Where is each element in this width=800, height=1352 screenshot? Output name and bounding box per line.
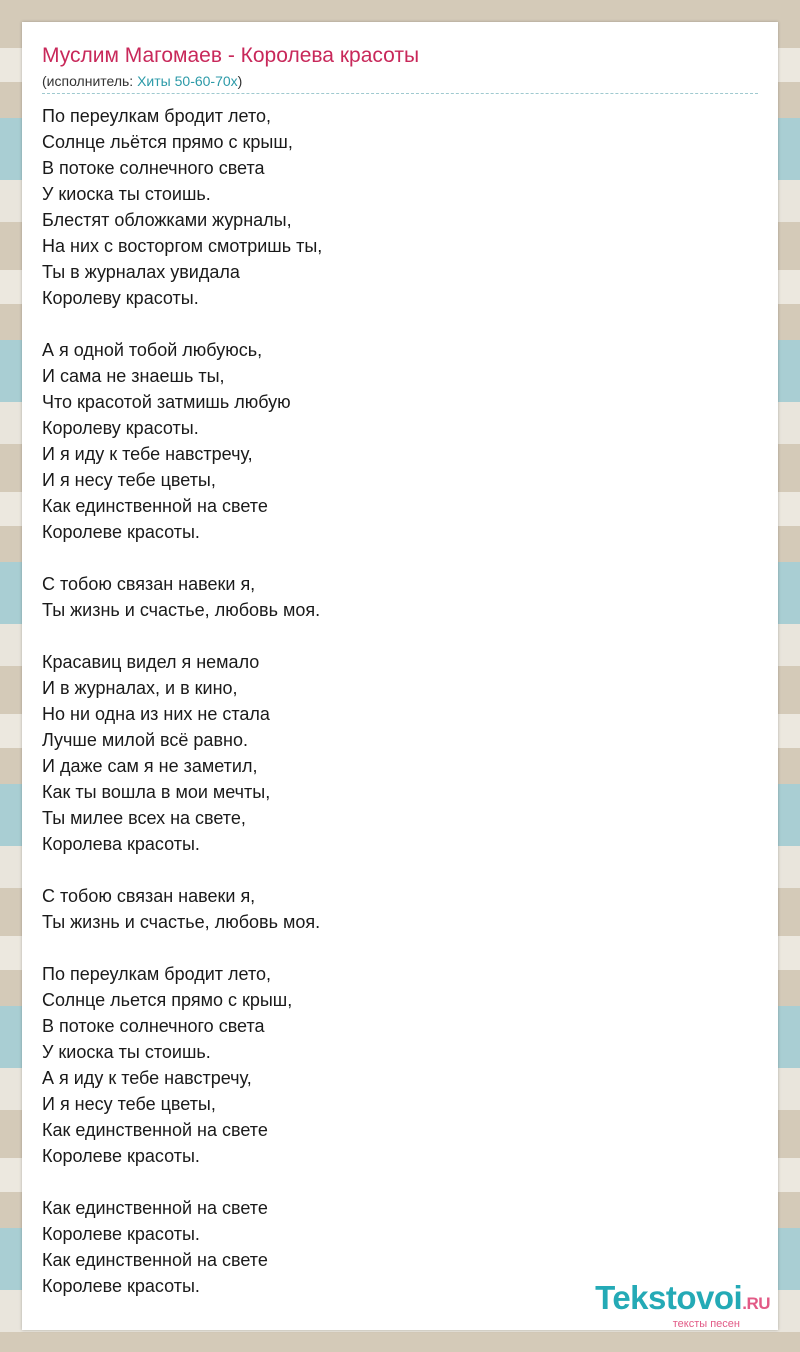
- stanza: [42, 337, 742, 545]
- stanza-gap: [42, 311, 742, 337]
- stanza-gap: [42, 857, 742, 883]
- stanza: [42, 103, 742, 311]
- lyric-line: Королева красоты.: [42, 834, 200, 854]
- performer-prefix: (исполнитель:: [42, 73, 138, 89]
- song-title: Муслим Магомаев - Королева красоты: [42, 44, 420, 67]
- stanza-gap: [42, 1169, 742, 1195]
- lyric-line: Королеве красоты.: [42, 1276, 200, 1296]
- lyric-line: И сама не знаешь ты,: [42, 366, 225, 386]
- lyric-line: Королеву красоты.: [42, 418, 199, 438]
- stanza: [42, 961, 742, 1169]
- lyric-line: А я одной тобой любуюсь,: [42, 340, 263, 360]
- lyric-line: Солнце льется прямо с крыш,: [42, 990, 293, 1010]
- lyrics-card: [22, 22, 778, 1330]
- logo-tagline: тексты песен: [672, 1318, 740, 1330]
- lyric-line: Ты в журналах увидала: [42, 262, 240, 282]
- stanza-gap: [42, 935, 742, 961]
- logo-domain: .RU: [742, 1294, 770, 1313]
- lyric-line: В потоке солнечного света: [42, 1016, 265, 1036]
- lyric-line: Как единственной на свете: [42, 1120, 268, 1140]
- lyric-line: У киоска ты стоишь.: [42, 1042, 211, 1062]
- lyric-line: Но ни одна из них не стала: [42, 704, 270, 724]
- lyric-line: Как единственной на свете: [42, 1250, 268, 1270]
- lyric-line: По переулкам бродит лето,: [42, 106, 271, 126]
- lyric-line: А я иду к тебе навстречу,: [42, 1068, 252, 1088]
- lyric-line: И я несу тебе цветы,: [42, 1094, 216, 1114]
- performer-link[interactable]: Хиты 50-60-70х: [137, 73, 238, 89]
- lyric-line: Ты жизнь и счастье, любовь моя.: [42, 912, 321, 932]
- lyric-line: Королеве красоты.: [42, 1146, 200, 1166]
- site-logo[interactable]: [595, 1280, 770, 1330]
- performer-suffix: ): [237, 73, 243, 89]
- lyric-line: Лучше милой всё равно.: [42, 730, 248, 750]
- lyric-line: У киоска ты стоишь.: [42, 184, 211, 204]
- lyrics-body: [42, 103, 742, 1299]
- logo-wordmark: [595, 1280, 770, 1322]
- lyric-line: Королеве красоты.: [42, 1224, 200, 1244]
- lyric-line: И я несу тебе цветы,: [42, 470, 216, 490]
- lyric-line: Как единственной на свете: [42, 1198, 268, 1218]
- stanza-gap: [42, 623, 742, 649]
- lyric-line: По переулкам бродит лето,: [42, 964, 271, 984]
- stanza: [42, 571, 742, 623]
- stanza-gap: [42, 545, 742, 571]
- lyric-line: В потоке солнечного света: [42, 158, 265, 178]
- lyric-line: И даже сам я не заметил,: [42, 756, 258, 776]
- lyric-line: Что красотой затмишь любую: [42, 392, 291, 412]
- lyric-line: Ты жизнь и счастье, любовь моя.: [42, 600, 321, 620]
- lyric-line: Как единственной на свете: [42, 496, 268, 516]
- lyric-line: Королеву красоты.: [42, 288, 199, 308]
- lyric-line: На них с восторгом смотришь ты,: [42, 236, 323, 256]
- lyric-line: И в журналах, и в кино,: [42, 678, 238, 698]
- lyric-line: С тобою связан навеки я,: [42, 574, 256, 594]
- lyric-line: Блестят обложками журналы,: [42, 210, 292, 230]
- logo-name: Tekstovoi: [595, 1279, 743, 1316]
- performer-line: [42, 73, 758, 94]
- lyric-line: С тобою связан навеки я,: [42, 886, 256, 906]
- stanza: [42, 883, 742, 935]
- lyric-line: Ты милее всех на свете,: [42, 808, 246, 828]
- lyric-line: Солнце льётся прямо с крыш,: [42, 132, 293, 152]
- lyric-line: Красавиц видел я немало: [42, 652, 260, 672]
- stanza: [42, 649, 742, 857]
- lyric-line: Как ты вошла в мои мечты,: [42, 782, 271, 802]
- lyric-line: И я иду к тебе навстречу,: [42, 444, 253, 464]
- lyric-line: Королеве красоты.: [42, 522, 200, 542]
